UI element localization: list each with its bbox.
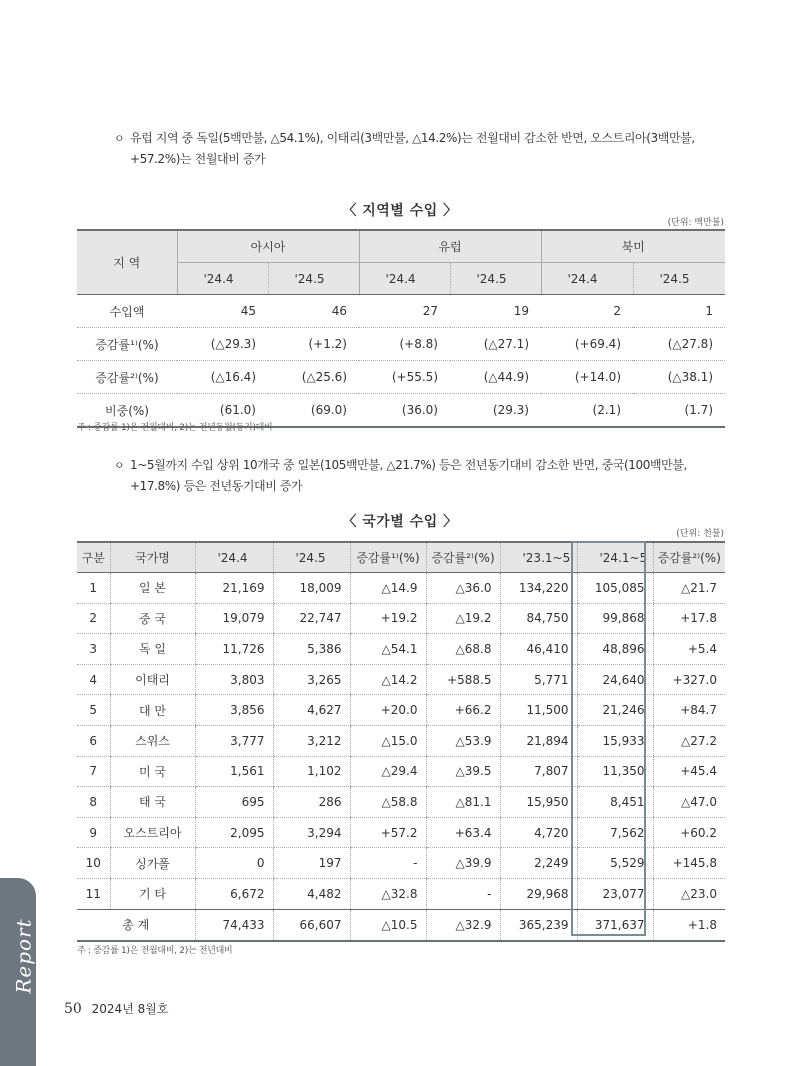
paragraph-text: 유럽 지역 중 독일(5백만불, △54.1%), 이태리(3백만불, △14.2%)는 전월대비 감소한 반면, 오스트리아(3백만불, +57.2%)는 전월대비 증가 — [130, 131, 695, 166]
table-cell: +19.2 — [350, 603, 426, 634]
table-cell: 4,720 — [500, 817, 577, 848]
table-cell: 10 — [77, 848, 110, 879]
table-cell: 21,246 — [577, 695, 653, 726]
col-header: 증감률¹⁾(%) — [350, 542, 426, 573]
table-row — [77, 603, 725, 634]
table-cell: 5,386 — [273, 634, 350, 665]
table-cell: (61.0) — [219, 403, 256, 417]
country-table-unit: (단위: 천불) — [676, 529, 724, 539]
table-cell: (1.7) — [684, 403, 713, 417]
table-cell: △27.2 — [653, 725, 725, 756]
table-cell: △32.9 — [426, 909, 500, 941]
bullet-paragraph-1 — [114, 128, 734, 170]
table-cell: - — [350, 848, 426, 879]
country-import-table — [77, 541, 725, 942]
table-cell: 84,750 — [500, 603, 577, 634]
table-row — [77, 787, 725, 818]
table-cell: 1,102 — [273, 756, 350, 787]
total-row — [77, 909, 725, 941]
table-cell: 3,777 — [195, 725, 273, 756]
table-cell: 0 — [195, 848, 273, 879]
table-cell: 11,350 — [577, 756, 653, 787]
region-header: 지 역 — [77, 230, 177, 295]
table-cell: +20.0 — [350, 695, 426, 726]
table-cell: △23.0 — [653, 878, 725, 909]
table-cell: +45.4 — [653, 756, 725, 787]
table-cell: - — [426, 878, 500, 909]
region-table-title: 〈 지역별 수입 〉 — [342, 203, 458, 219]
table-cell: +5.4 — [653, 634, 725, 665]
table-cell: 1 — [633, 295, 725, 328]
table-cell: 21,169 — [195, 573, 273, 604]
table-cell: 2,095 — [195, 817, 273, 848]
table-row — [77, 664, 725, 695]
table-cell: △14.9 — [350, 573, 426, 604]
table-cell: +1.8 — [653, 909, 725, 941]
table-cell: 46 — [268, 295, 359, 328]
table-cell: △53.9 — [426, 725, 500, 756]
country-name: 대 만 — [110, 695, 195, 726]
table-cell: 5,771 — [500, 664, 577, 695]
table-cell: 6 — [77, 725, 110, 756]
col-header: 구분 — [77, 542, 110, 573]
table-cell: 134,220 — [500, 573, 577, 604]
table-cell: 2 — [541, 295, 633, 328]
bullet-marker: ㅇ — [114, 132, 125, 145]
issue-label: 2024년 8월호 — [91, 1002, 169, 1016]
row-label: 증감률¹⁾(%) — [77, 328, 177, 361]
table-row — [77, 695, 725, 726]
table-cell: 27 — [359, 295, 450, 328]
table-row — [77, 634, 725, 665]
country-name: 태 국 — [110, 787, 195, 818]
table-cell: 695 — [195, 787, 273, 818]
table-cell: △36.0 — [426, 573, 500, 604]
table-cell: 46,410 — [500, 634, 577, 665]
col-header: '23.1~5 — [500, 542, 577, 573]
year-header: '24.5 — [633, 263, 725, 295]
country-name: 스위스 — [110, 725, 195, 756]
table-cell: (△44.9) — [450, 361, 541, 394]
table-cell: 4,627 — [273, 695, 350, 726]
table-cell: 197 — [273, 848, 350, 879]
table-cell: 3,294 — [273, 817, 350, 848]
table-cell: 4,482 — [273, 878, 350, 909]
year-header: '24.4 — [359, 263, 450, 295]
table-cell: 11,726 — [195, 634, 273, 665]
table-cell: △39.5 — [426, 756, 500, 787]
table-cell: 19 — [450, 295, 541, 328]
table-cell: 9 — [77, 817, 110, 848]
group-header-north-america: 북미 — [541, 230, 725, 263]
table-cell: (△16.4) — [177, 361, 268, 394]
table-cell: 3,803 — [195, 664, 273, 695]
table-cell: △47.0 — [653, 787, 725, 818]
country-name: 이태리 — [110, 664, 195, 695]
table-row — [77, 361, 725, 394]
table-cell: 19,079 — [195, 603, 273, 634]
table-cell: (29.3) — [492, 403, 529, 417]
table-cell: +60.2 — [653, 817, 725, 848]
table-row — [77, 295, 725, 328]
table-cell: +84.7 — [653, 695, 725, 726]
table-cell: 3,212 — [273, 725, 350, 756]
table-cell: (△27.8) — [633, 328, 725, 361]
country-name: 싱가폴 — [110, 848, 195, 879]
table-cell: 5,529 — [577, 848, 653, 879]
table-row — [77, 725, 725, 756]
country-name: 중 국 — [110, 603, 195, 634]
table-cell: 3 — [77, 634, 110, 665]
col-header: '24.4 — [195, 542, 273, 573]
col-header: '24.1~5 — [577, 542, 653, 573]
table-cell: (△38.1) — [633, 361, 725, 394]
table-cell: 23,077 — [577, 878, 653, 909]
country-name: 미 국 — [110, 756, 195, 787]
col-header: '24.5 — [273, 542, 350, 573]
page-number: 50 — [64, 1001, 82, 1017]
table-cell: (+1.2) — [268, 328, 359, 361]
table-cell: +66.2 — [426, 695, 500, 726]
table-cell: 3,856 — [195, 695, 273, 726]
table-cell: 29,968 — [500, 878, 577, 909]
table-cell: 15,950 — [500, 787, 577, 818]
table-row — [77, 817, 725, 848]
table-cell: 105,085 — [577, 573, 653, 604]
country-name: 오스트리아 — [110, 817, 195, 848]
table-cell: (+55.5) — [359, 361, 450, 394]
bullet-marker: ㅇ — [114, 459, 125, 472]
table-cell: (+69.4) — [541, 328, 633, 361]
table-cell: 22,747 — [273, 603, 350, 634]
table-cell: △21.7 — [653, 573, 725, 604]
table-cell: +57.2 — [350, 817, 426, 848]
table-cell: 15,933 — [577, 725, 653, 756]
table-cell: 2,249 — [500, 848, 577, 879]
table-cell: 74,433 — [195, 909, 273, 941]
country-name: 기 타 — [110, 878, 195, 909]
region-table-unit: (단위: 백만불) — [667, 218, 724, 228]
table-cell: 48,896 — [577, 634, 653, 665]
table-cell: 365,239 — [500, 909, 577, 941]
table-cell: +145.8 — [653, 848, 725, 879]
col-header: 증감률²⁾(%) — [653, 542, 725, 573]
table-row — [77, 573, 725, 604]
table-cell: △32.8 — [350, 878, 426, 909]
table-cell: 7,562 — [577, 817, 653, 848]
row-label: 수입액 — [77, 295, 177, 328]
row-label: 증감률²⁾(%) — [77, 361, 177, 394]
table-cell: △54.1 — [350, 634, 426, 665]
country-name: 독 일 — [110, 634, 195, 665]
country-name: 일 본 — [110, 573, 195, 604]
table-cell: 11,500 — [500, 695, 577, 726]
year-header: '24.4 — [541, 263, 633, 295]
table-cell: △29.4 — [350, 756, 426, 787]
table-cell: 1,561 — [195, 756, 273, 787]
country-table-title: 〈 국가별 수입 〉 — [342, 514, 458, 530]
table-cell: 99,868 — [577, 603, 653, 634]
table-cell: 4 — [77, 664, 110, 695]
table-cell: 7,807 — [500, 756, 577, 787]
table-row — [77, 756, 725, 787]
table-cell: +63.4 — [426, 817, 500, 848]
table-cell: (△29.3) — [177, 328, 268, 361]
table-cell: (+8.8) — [359, 328, 450, 361]
table-cell: △15.0 — [350, 725, 426, 756]
region-import-table — [77, 229, 725, 428]
table-cell: 24,640 — [577, 664, 653, 695]
table-row — [77, 328, 725, 361]
table-cell: (2.1) — [592, 403, 621, 417]
table-cell: △14.2 — [350, 664, 426, 695]
table-cell: 5 — [77, 695, 110, 726]
table-cell: 286 — [273, 787, 350, 818]
table-row — [77, 878, 725, 909]
bullet-paragraph-2 — [114, 455, 734, 497]
total-label: 총 계 — [77, 909, 195, 941]
table-cell: 8,451 — [577, 787, 653, 818]
country-table-note: 주 : 증감률 1)은 전월대비, 2)는 전년대비 — [77, 946, 233, 956]
table-cell: 11 — [77, 878, 110, 909]
table-cell: 6,672 — [195, 878, 273, 909]
table-cell: 8 — [77, 787, 110, 818]
row-label: 비중(%) — [105, 403, 149, 418]
table-cell: △81.1 — [426, 787, 500, 818]
table-cell: (36.0) — [401, 403, 438, 417]
year-header: '24.5 — [268, 263, 359, 295]
table-cell: +17.8 — [653, 603, 725, 634]
table-cell: 21,894 — [500, 725, 577, 756]
paragraph-text: 1~5월까지 수입 상위 10개국 중 일본(105백만불, △21.7%) 등은 전년동기대비 감소한 반면, 중국(100백만불, +17.8%) 등은 전년동기대비 증가 — [130, 458, 687, 493]
group-header-asia: 아시아 — [177, 230, 359, 263]
table-cell: (△25.6) — [268, 361, 359, 394]
page-footer — [64, 1000, 168, 1017]
table-cell: (△27.1) — [450, 328, 541, 361]
table-cell: +588.5 — [426, 664, 500, 695]
table-cell: +327.0 — [653, 664, 725, 695]
table-cell: 18,009 — [273, 573, 350, 604]
table-cell: △39.9 — [426, 848, 500, 879]
table-cell: △19.2 — [426, 603, 500, 634]
table-cell: 371,637 — [577, 909, 653, 941]
group-header-europe: 유럽 — [359, 230, 541, 263]
table-cell: △68.8 — [426, 634, 500, 665]
col-header: 증감률²⁾(%) — [426, 542, 500, 573]
col-header: 국가명 — [110, 542, 195, 573]
region-table-note: 주 : 증감률 1)은 전월대비, 2)는 전년동월(동기)대비 — [77, 423, 273, 433]
table-cell: 1 — [77, 573, 110, 604]
year-header: '24.4 — [177, 263, 268, 295]
year-header: '24.5 — [450, 263, 541, 295]
table-cell: 7 — [77, 756, 110, 787]
table-cell: 2 — [77, 603, 110, 634]
table-cell: △10.5 — [350, 909, 426, 941]
table-cell: 45 — [177, 295, 268, 328]
table-cell: (69.0) — [310, 403, 347, 417]
table-cell: 66,607 — [273, 909, 350, 941]
table-row — [77, 848, 725, 879]
table-cell: 3,265 — [273, 664, 350, 695]
table-cell: (+14.0) — [541, 361, 633, 394]
table-cell: △58.8 — [350, 787, 426, 818]
report-tab-label: Report — [11, 918, 36, 994]
